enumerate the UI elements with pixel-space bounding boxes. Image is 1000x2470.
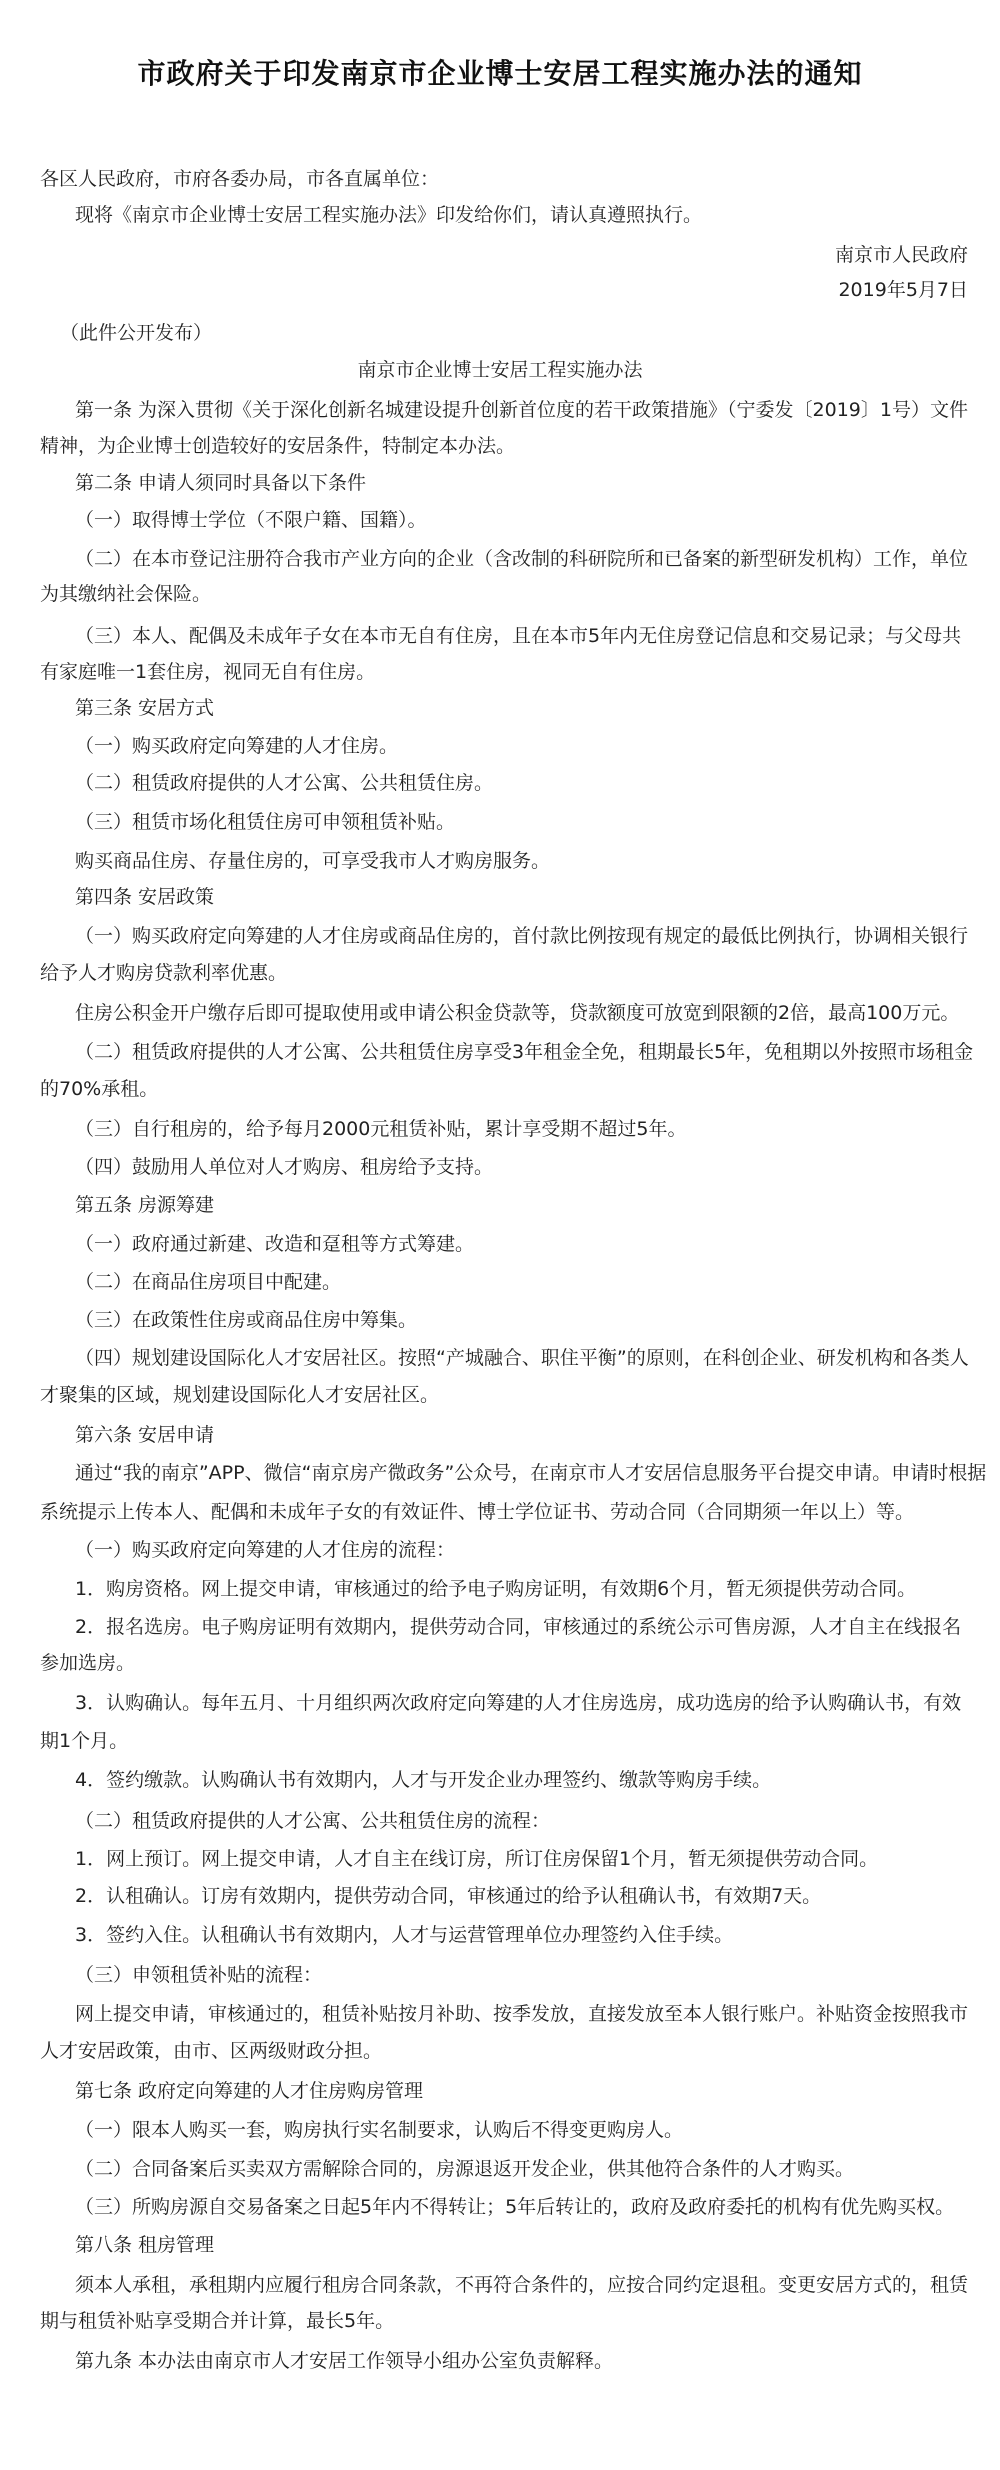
body-line: （二）在本市登记注册符合我市产业方向的企业（含改制的科研院所和已备案的新型研发机构）工作，单位	[75, 548, 969, 570]
body-line: （四）鼓励用人单位对人才购房、租房给予支持。	[75, 1156, 494, 1178]
body-line: 3．签约入住。认租确认书有效期内，人才与运营管理单位办理签约入住手续。	[75, 1924, 734, 1946]
body-line: 1．网上预订。网上提交申请，人才自主在线订房，所订住房保留1个月，暂无须提供劳动合同。	[75, 1848, 879, 1870]
body-line: （一）政府通过新建、改造和趸租等方式筹建。	[75, 1233, 475, 1255]
body-line: （二）租赁政府提供的人才公寓、公共租赁住房享受3年租金全免，租期最长5年，免租期以外按照市场租金	[75, 1041, 974, 1063]
body-line: 期1个月。	[40, 1730, 129, 1752]
body-line: （二）租赁政府提供的人才公寓、公共租赁住房。	[75, 772, 494, 794]
public-note: （此件公开发布）	[60, 322, 213, 344]
measures-title: 南京市企业博士安居工程实施办法	[357, 359, 643, 381]
body-line: 2．认租确认。订房有效期内，提供劳动合同，审核通过的给予认租确认书，有效期7天。	[75, 1885, 822, 1907]
body-line: （一）取得博士学位（不限户籍、国籍）。	[75, 509, 427, 531]
body-line: 第三条 安居方式	[75, 697, 215, 719]
issuer: 南京市人民政府	[834, 244, 968, 266]
body-line: （二）合同备案后买卖双方需解除合同的，房源退返开发企业，供其他符合条件的人才购买。	[75, 2158, 855, 2180]
body-line: （三）在政策性住房或商品住房中筹集。	[75, 1309, 418, 1331]
body-line: 第六条 安居申请	[75, 1424, 215, 1446]
body-line: 精神，为企业博士创造较好的安居条件，特制定本办法。	[40, 435, 516, 457]
body-line: （三）所购房源自交易备案之日起5年内不得转让；5年后转让的，政府及政府委托的机构有优先购买权。	[75, 2196, 955, 2218]
salutation: 各区人民政府，市府各委办局，市各直属单位：	[40, 168, 440, 190]
page-title: 市政府关于印发南京市企业博士安居工程实施办法的通知	[137, 57, 863, 90]
intro-paragraph: 现将《南京市企业博士安居工程实施办法》印发给你们，请认真遵照执行。	[75, 204, 703, 226]
body-line: （二）租赁政府提供的人才公寓、公共租赁住房的流程：	[75, 1810, 551, 1832]
body-line: 给予人才购房贷款利率优惠。	[40, 962, 288, 984]
body-line: 4．签约缴款。认购确认书有效期内，人才与开发企业办理签约、缴款等购房手续。	[75, 1769, 772, 1791]
body-line: 第五条 房源筹建	[75, 1194, 215, 1216]
body-line: （一）购买政府定向筹建的人才住房。	[75, 735, 399, 757]
body-line: 购买商品住房、存量住房的，可享受我市人才购房服务。	[75, 850, 551, 872]
body-line: 第四条 安居政策	[75, 886, 215, 908]
body-line: 第二条 申请人须同时具备以下条件	[75, 472, 367, 494]
body-line: 2．报名选房。电子购房证明有效期内，提供劳动合同，审核通过的系统公示可售房源，人才自主在线报名	[75, 1616, 962, 1638]
body-line: 须本人承租，承租期内应履行租房合同条款，不再符合条件的，应按合同约定退租。变更安居方式的，租赁	[75, 2274, 969, 2296]
issue-date: 2019年5月7日	[838, 279, 968, 301]
body-line: （三）租赁市场化租赁住房可申领租赁补贴。	[75, 811, 456, 833]
body-line: 第九条 本办法由南京市人才安居工作领导小组办公室负责解释。	[75, 2350, 614, 2372]
body-line: 系统提示上传本人、配偶和未成年子女的有效证件、博士学位证书、劳动合同（合同期须一年以上）等。	[40, 1501, 915, 1523]
body-line: 期与租赁补贴享受期合并计算，最长5年。	[40, 2310, 395, 2332]
body-line: 的70%承租。	[40, 1078, 159, 1100]
body-line: （三）本人、配偶及未成年子女在本市无自有住房，且在本市5年内无住房登记信息和交易记录；与父母共	[75, 625, 962, 647]
body-line: 第八条 租房管理	[75, 2234, 215, 2256]
body-line: 3．认购确认。每年五月、十月组织两次政府定向筹建的人才住房选房，成功选房的给予认购确认书，有效	[75, 1692, 962, 1714]
body-line: 才聚集的区域，规划建设国际化人才安居社区。	[40, 1384, 440, 1406]
body-line: 第一条 为深入贯彻《关于深化创新名城建设提升创新首位度的若干政策措施》（宁委发〔2019〕1号）文件	[75, 399, 968, 421]
body-line: 1．购房资格。网上提交申请，审核通过的给予电子购房证明，有效期6个月，暂无须提供劳动合同。	[75, 1578, 917, 1600]
body-line: （三）申领租赁补贴的流程：	[75, 1964, 323, 1986]
body-line: 第七条 政府定向筹建的人才住房购房管理	[75, 2080, 424, 2102]
body-line: （三）自行租房的，给予每月2000元租赁补贴，累计享受期不超过5年。	[75, 1118, 687, 1140]
body-line: （一）购买政府定向筹建的人才住房的流程：	[75, 1539, 456, 1561]
body-line: （一）购买政府定向筹建的人才住房或商品住房的，首付款比例按现有规定的最低比例执行，协调相关银行	[75, 925, 969, 947]
body-line: 通过“我的南京”APP、微信“南京房产微政务”公众号，在南京市人才安居信息服务平台提交申请。申请时根据	[75, 1462, 987, 1484]
body-line: 人才安居政策，由市、区两级财政分担。	[40, 2040, 383, 2062]
body-line: （四）规划建设国际化人才安居社区。按照“产城融合、职住平衡”的原则，在科创企业、研发机构和各类人	[75, 1347, 969, 1369]
body-line: 为其缴纳社会保险。	[40, 583, 212, 605]
body-line: （二）在商品住房项目中配建。	[75, 1271, 342, 1293]
body-line: 网上提交申请，审核通过的，租赁补贴按月补助、按季发放，直接发放至本人银行账户。补贴资金按照我市	[75, 2003, 969, 2025]
body-line: （一）限本人购买一套，购房执行实名制要求，认购后不得变更购房人。	[75, 2119, 684, 2141]
body-line: 有家庭唯一1套住房，视同无自有住房。	[40, 661, 376, 683]
body-line: 住房公积金开户缴存后即可提取使用或申请公积金贷款等，贷款额度可放宽到限额的2倍，最高100万元。	[75, 1002, 960, 1024]
body-line: 参加选房。	[40, 1652, 136, 1674]
